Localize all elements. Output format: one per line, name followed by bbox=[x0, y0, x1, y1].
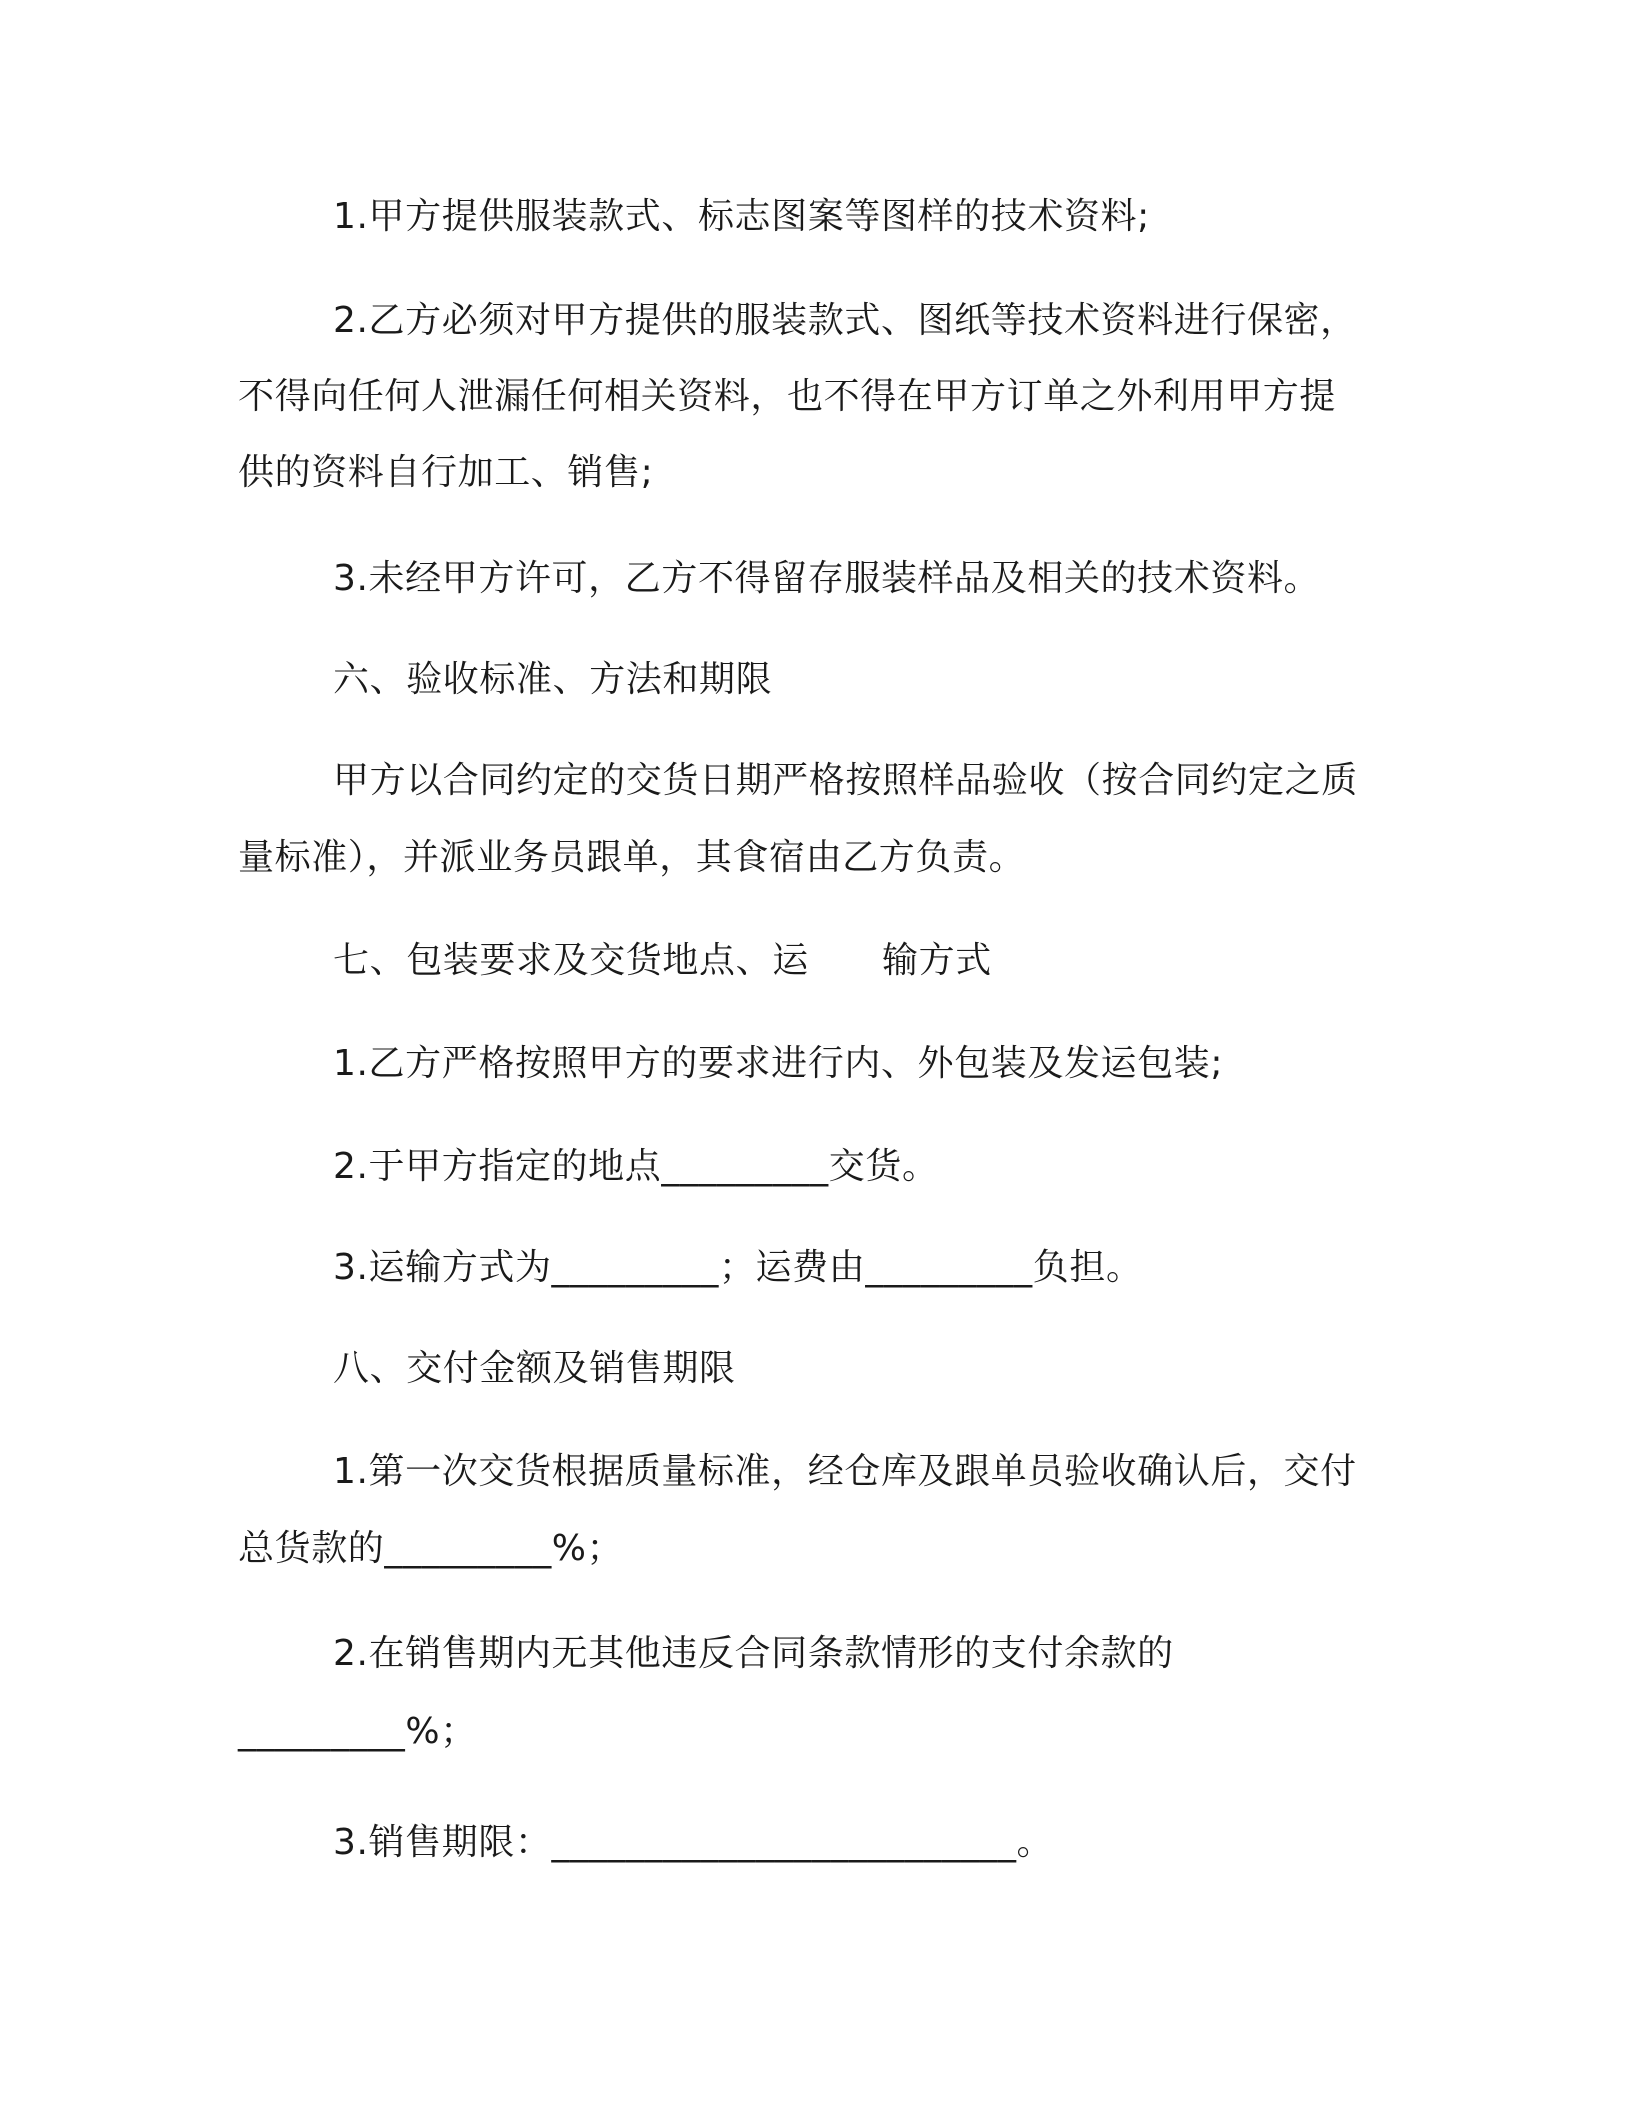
section-7-item-2: 2.于甲方指定的地点_________交货。 bbox=[333, 1146, 939, 1187]
section-7-item-3: 3.运输方式为_________；运费由_________负担。 bbox=[333, 1247, 1143, 1288]
section-6-heading: 六、验收标准、方法和期限 bbox=[333, 659, 773, 700]
clause-5-item-2-line-1: 2.乙方必须对甲方提供的服装款式、图纸等技术资料进行保密， bbox=[333, 300, 1357, 341]
section-8-heading: 八、交付金额及销售期限 bbox=[333, 1348, 736, 1389]
clause-5-item-3: 3.未经甲方许可，乙方不得留存服装样品及相关的技术资料。 bbox=[333, 558, 1321, 599]
clause-5-item-1: 1.甲方提供服装款式、标志图案等图样的技术资料; bbox=[333, 196, 1150, 237]
section-8-item-3: 3.销售期限：_________________________。 bbox=[333, 1822, 1054, 1863]
section-8-item-1-line-2: 总货款的_________%； bbox=[238, 1528, 624, 1569]
section-7-item-1: 1.乙方严格按照甲方的要求进行内、外包装及发运包装; bbox=[333, 1043, 1224, 1084]
clause-5-item-2-line-2: 不得向任何人泄漏任何相关资料，也不得在甲方订单之外利用甲方提 bbox=[238, 376, 1337, 417]
clause-5-item-2-line-3: 供的资料自行加工、销售; bbox=[238, 452, 654, 493]
section-8-item-1-line-1: 1.第一次交货根据质量标准，经仓库及跟单员验收确认后，交付 bbox=[333, 1451, 1357, 1492]
section-8-item-2-line-2: _________%； bbox=[238, 1711, 477, 1752]
section-6-body-line-2: 量标准），并派业务员跟单，其食宿由乙方负责。 bbox=[238, 837, 1026, 878]
section-7-heading: 七、包装要求及交货地点、运 输方式 bbox=[333, 940, 992, 981]
section-6-body-line-1: 甲方以合同约定的交货日期严格按照样品验收（按合同约定之质 bbox=[333, 760, 1358, 801]
section-8-item-2-line-1: 2.在销售期内无其他违反合同条款情形的支付余款的 bbox=[333, 1633, 1174, 1674]
